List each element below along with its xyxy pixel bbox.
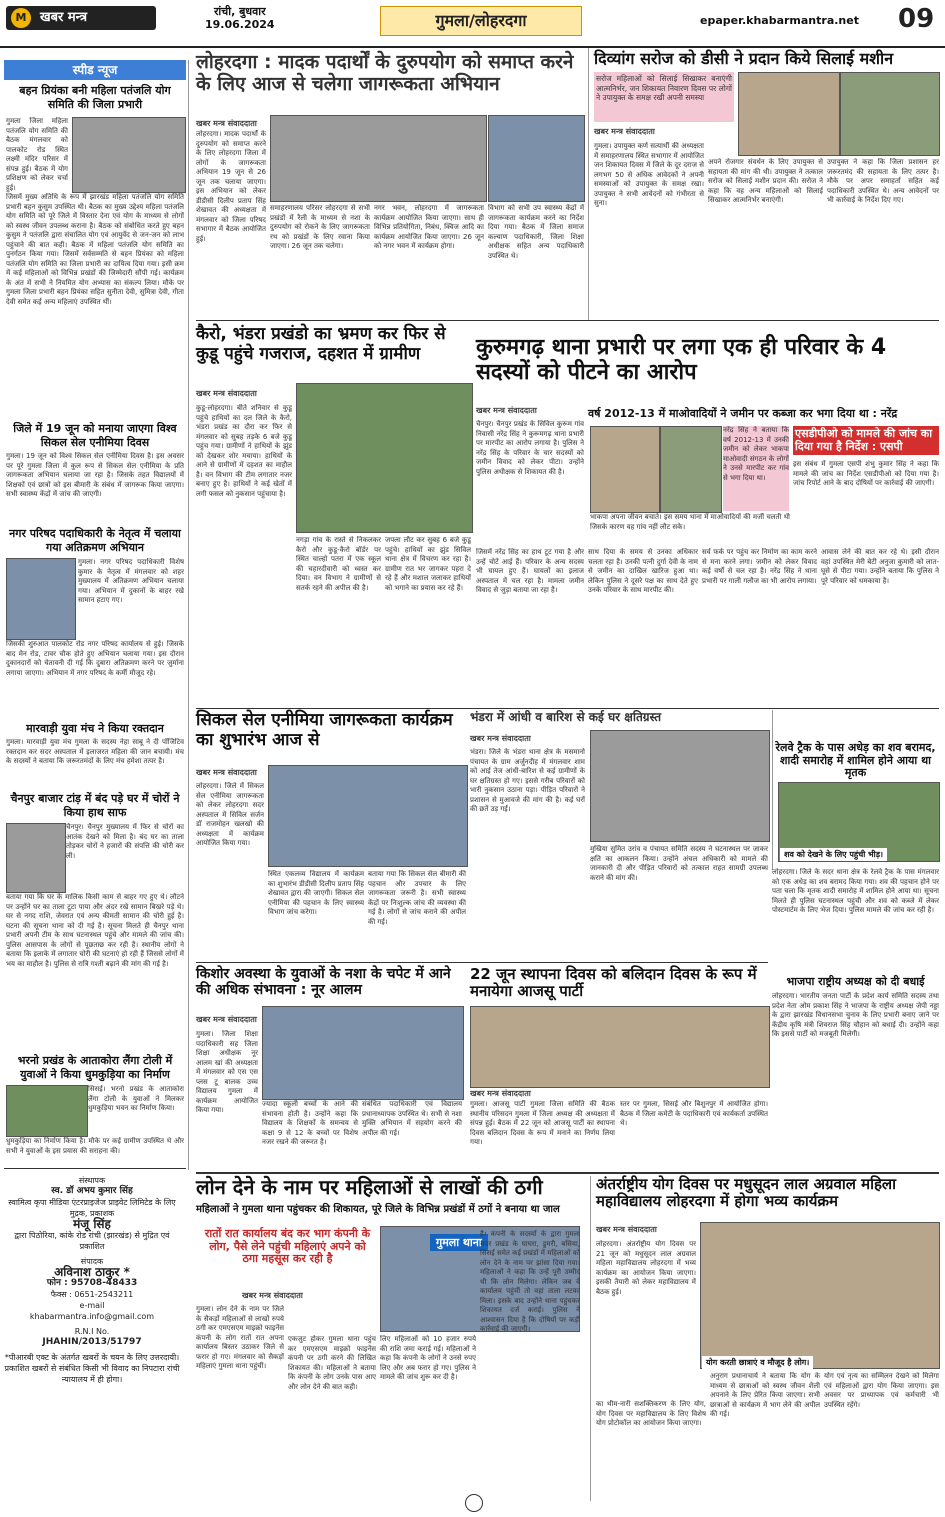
publisher-label: मुद्रक, प्रकाशक bbox=[69, 1209, 115, 1218]
article-body: साथ दिया के समय से उनका अधिकार चलता रहा है। उनकी पत्नी दुर्गा देवी के नाम से जमीन का दाखिल खारिज हुआ था। लेकिन पुलिस ने दूसरे पक्ष का साथ देते हुए उनके परिवार के साथ मारपीट की। bbox=[588, 548, 698, 594]
story-headline: लोन देने के नाम पर महिलाओं से लाखों की ठगी bbox=[196, 1175, 543, 1199]
article-body: गुमला। 19 जून को विश्व सिकल सेल एनीमिया दिवस है। इस अवसर पर पूरे गुमला जिला में कुल रूप से सिकल सेल एनीमिया के प्रति जागरूकता अभियान चलाया जा रहा है। जिसके तहत विद्यालयों में शिक्षकों एवं छात्रों को इस बीमारी के संबंध में जागरूक किया जाएगा। सभी स्वास्थ्य केंद्रों में जांच की जाएगी। bbox=[6, 452, 184, 498]
story-byline: खबर मन्त्र संवाददाता bbox=[196, 389, 257, 398]
story-photo bbox=[6, 558, 76, 640]
article-body: लोहरदगा। भारतीय जनता पार्टी के प्रदेश कार्य समिति सदस्य तथा प्रदेश नेता ओम प्रकाश सिंह ने भाजपा के राष्ट्रीय अध्यक्ष जेपी नड्डा के द्वारा झारखंड विधानसभा चुनाव के लिए प्रभारी बनाए जाने पर केंद्रीय कृषि मंत्री शिवराज सिंह चौहान को बधाई दी। उन्होंने कहा कि इससे पार्टी को मजबूती मिलेगी। bbox=[772, 992, 939, 1038]
story-photo bbox=[590, 730, 770, 842]
article-body: लिए महिलाओं को 10 हजार रुपये की राशि जमा कराई गई। महिलाओं ने कहा कि कंपनी के लोगों ने उनसे रुपए लिए और अब फरार हो गए। पुलिस ने मामले की जांच शुरू कर दी है। bbox=[380, 1335, 476, 1381]
editor-label: संपादक bbox=[80, 1257, 104, 1266]
website-link[interactable]: epaper.khabarmantra.net bbox=[700, 14, 859, 27]
left-headline-4: मारवाड़ी युवा मंच ने किया रक्तदान bbox=[26, 722, 164, 735]
article-body: गुमला। जिला शिक्षा पदाधिकारी सह जिला शिक्षा अधीक्षक नूर आलम खां की अध्यक्षता में मंगलवार को एस एस प्लस टू बालक उच्च विद्यालय गुमला में कार्यक्रम आयोजित किया गया। bbox=[196, 1030, 258, 1114]
column-divider bbox=[772, 710, 773, 870]
phone-number: फोन : 95708-48433 bbox=[46, 1278, 138, 1288]
story-headline: अंतर्राष्ट्रीय योग दिवस पर मधुसूदन लाल अग्रवाल महिला महाविद्यालय लोहरदगा में होगा भव्य कार्यक्रम bbox=[596, 1175, 896, 1211]
article-body: मुखिया सुमित उरांव व पंचायत समिति सदस्य ने घटनास्थल पर जाकर क्षति का आकलन किया। उन्होंने अंचल अधिकारी को मामले की जानकारी दी और पीड़ित परिवारों को तत्काल राहत सामग्री उपलब्ध कराने की मांग की। bbox=[590, 845, 768, 882]
story-byline: खबर मन्त्र संवाददाता bbox=[470, 734, 531, 743]
article-body: बताया गया कि घर के मालिक किसी काम से बाहर गए हुए थे। लौटने पर उन्होंने घर का ताला टूटा पाया और अंदर रखे सामान बिखरे पड़े थे। घर से नगद राशि, जेवरात एवं अन्य कीमती सामान की चोरी हुई है। घटना की सूचना थाना को दी गई है। सूचना मिलते ही चैनपुर थाना प्रभारी अपनी टीम के साथ घटनास्थल पहुंचे और मामले की जांच की। पुलिस आसपास के लोगों से पूछताछ कर रही है। स्थानीय लोगों ने बताया कि इलाके में लगातार चोरी की घटनाएं हो रही हैं जिससे लोगों में भय का माहौल है। पुलिस से रात्रि गश्ती बढ़ाने की मांग की गई है। bbox=[6, 893, 184, 968]
left-headline-6: भरनो प्रखंड के आताकोरा लैंगा टोली में युवाओं ने किया धुमकुड़िया का निर्माण bbox=[17, 1054, 173, 1081]
story-photo bbox=[270, 115, 487, 202]
dateline bbox=[205, 5, 275, 31]
article-body: नगर भवन, लोहरदगा में जागरूकता कार्यक्रम आयोजित किया जाएगा। साथ ही विभिन्न प्रतियोगिता, निबंध, क्विज आदि का कार्यक्रम आयोजित किया जाएगा। 26 जून को नगर भवन में कार्यक्रम होगा। bbox=[374, 204, 484, 250]
article-body: लोहरदगा। अंतर्राष्ट्रीय योग दिवस पर 21 जून को मधुसूदन लाल अग्रवाल महिला महाविद्यालय लोहरदगा में भव्य कार्यक्रम का आयोजन किया जाएगा। इसकी तैयारी को लेकर महाविद्यालय में बैठक हुई। bbox=[596, 1240, 696, 1296]
story-headline: रेलवे ट्रैक के पास अधेड़ का शव बरामद, शादी समारोह में शामिल होने आया था मृतक bbox=[775, 741, 936, 780]
story-headline: किशोर अवस्था के युवाओं के नशा के चपेट में आने की अधिक संभावना : नूर आलम bbox=[196, 966, 451, 999]
article-body: लोहरदगा। जिले में सिकल सेल एनीमिया जागरूकता को लेकर लोहरदगा सदर अस्पताल में सिविल सर्जन डॉ राजमोहन खलखो की अध्यक्षता में कार्यक्रम आयोजित किया गया। bbox=[196, 782, 264, 847]
legal-note: *पीआरबी एक्ट के अंतर्गत खबरों के चयन के लिए उत्तरदायी। प्रकाशित खबरों से संबंधित किसी भी विवाद का निपटारा रांची न्यायालय में ही होगा। bbox=[4, 1353, 180, 1384]
article-body: इस संबंध में गुमला एसपी शंभु कुमार सिंह ने कहा कि मामले की जांच का निर्देश एसडीपीओ को दिया गया है। जांच रिपोर्ट आने के बाद दोषियों पर कार्रवाई की जाएगी। bbox=[793, 460, 939, 487]
editorial-box bbox=[4, 1175, 180, 1505]
article-body: चैनपुर। चैनपुर मुख्यालय में फिर से चोरों का आतंक देखने को मिला है। बंद घर का ताला तोड़कर चोरों ने हजारों की संपत्ति की चोरी कर ली। bbox=[66, 823, 184, 860]
article-body: धुमकुड़िया का निर्माण किया है। मौके पर कई ग्रामीण उपस्थित थे और सभी ने युवाओं के इस प्रयास की सराहना की। bbox=[6, 1137, 184, 1155]
article-body: विभाग को सभी उप स्वास्थ्य केंद्रों में जागरूकता कार्यक्रम करने का निर्देश दिया गया। बैठक में जिला समाज कल्याण पदाधिकारी, जिला शिक्षा अधीक्षक सहित अन्य पदाधिकारी उपस्थित थे। bbox=[488, 204, 584, 260]
divider bbox=[4, 1168, 186, 1169]
masthead bbox=[0, 0, 945, 48]
story-photo bbox=[470, 1006, 770, 1088]
editor-name: अविनाश ठाकुर * bbox=[54, 1265, 130, 1279]
story-photo bbox=[6, 1085, 88, 1137]
publisher-address: द्वारा पिठोरिया, कांके रोड रांची (झारखंड) से मुद्रित एवं प्रकाशित bbox=[14, 1231, 170, 1251]
story-photo bbox=[660, 426, 722, 513]
article-body: अनुराग प्रधानाचार्य ने बताया कि योग के माध्यम से छात्राओं को स्वस्थ जीवन शैली अपनाने के लिए प्रेरित किया जाएगा। सभी छात्राओं से कार्यक्रम में भाग लेने की अपील की गई। bbox=[710, 1372, 820, 1418]
article-body: कुडू-लोहरदगा। बीते शनिवार से कुडू पहुंचे हाथियों का दल जिले के कैरो, भंडरा प्रखंड का दौरा कर फिर से मंगलवार को सुबह तड़के 6 बजे कुडू पहुंच गया। ग्रामीणों ने हाथियों के झुंड को देखकर शोर मचाया। हाथियों के आने से ग्रामीणों में दहशत का माहौल है। वन विभाग की टीम लगातार नजर बनाए हुए है। हाथियों ने कई खेतों में लगी फसल को नुकसान पहुंचाया है। bbox=[196, 404, 292, 498]
photo-caption: योग करती छात्राएं व मौजूद है लोग। bbox=[702, 1356, 813, 1369]
city-day: रांची, बुधवार bbox=[213, 5, 266, 18]
divider bbox=[196, 708, 939, 709]
story-byline: खबर मन्त्र संवाददाता bbox=[196, 768, 257, 777]
divider bbox=[196, 1172, 939, 1174]
story-headline: 22 जून स्थापना दिवस को बलिदान दिवस के रूप में मनायेगा आजसू पार्टी bbox=[470, 965, 757, 1001]
logo-mark-icon: M bbox=[11, 8, 31, 28]
article-body: बताया गया कि सिकल सेल बीमारी की पहचान और उपचार के लिए जागरूकता जरूरी है। सभी स्वास्थ्य केंद्रों पर निःशुल्क जांच की व्यवस्था की गई है। लोगों से जांच कराने की अपील की गई। bbox=[368, 870, 466, 926]
speed-news-label: स्पीड न्यूज bbox=[4, 60, 186, 80]
article-body: स्थित एकलव्य विद्यालय में कार्यक्रम का शुभारंभ डीडीसी दिलीप प्रताप सिंह शेखावत द्वारा की जाएगी। सिकल सेल एनीमिया की पहचान के लिए स्वास्थ्य विभाग जांच करेगा। bbox=[268, 870, 364, 916]
divider bbox=[196, 320, 939, 321]
article-body: सिसई। भरनो प्रखंड के आताकोरा लैंगा टोली के युवाओं ने मिलकर धुमकुड़िया भवन का निर्माण किया। bbox=[88, 1085, 184, 1112]
registration-mark-icon bbox=[465, 1494, 483, 1512]
left-headline-3: नगर परिषद पदाधिकारी के नेतृत्व में चलाया गया अतिक्रमण अभियान bbox=[9, 527, 181, 554]
column-divider bbox=[590, 1176, 591, 1501]
story-headline: कुरुमगढ़ थाना प्रभारी पर लगा एक ही परिवार के 4 सदस्यों को पीटने का आरोप bbox=[476, 335, 887, 386]
article-body: भंडरा। जिले के भंडरा थाना क्षेत्र के मसमानो पंचायत के ग्राम अर्जुनदीह में मंगलवार शाम को आई तेज आंधी-बारिश से कई ग्रामीणों के घर क्षतिग्रस्त हो गए। इससे गरीब परिवारों को भारी नुकसान उठाना पड़ा। पीड़ित परिवारों ने प्रशासन से मुआवजे की मांग की है। कई घरों की छतें उड़ गईं। bbox=[470, 748, 585, 813]
story-headline: कैरो, भंडरा प्रखंडो का भ्रमण कर फिर से कुडू पहुंचे गजराज, दहशत में ग्रामीण bbox=[196, 324, 446, 364]
article-body: चैनपुर। चैनपुर प्रखंड के सिविल कुरूम गांव निवासी नरेंद्र सिंह ने कुरूमगढ़ थाना प्रभारी पर मारपीट का आरोप लगाया है। पुलिस ने नरेंद्र सिंह के परिवार के चार सदस्यों को जमीन विवाद को लेकर पीटा। उन्होंने पुलिस अधीक्षक से शिकायत की है। bbox=[476, 420, 584, 476]
story-deck: महिलाओं ने गुमला थाना पहुंचकर की शिकायत, पूरे जिले के विभिन्न प्रखंडों में ठगों ने बनाया था जाल bbox=[196, 1204, 560, 1215]
story-byline: खबर मन्त्र संवाददाता bbox=[470, 1089, 531, 1098]
article-body: का थीम-नारी सशक्तिकरण के लिए योग, योग दिवस पर महाविद्यालय के लिए विशेष योग प्रोटोकॉल का आयोजन किया जाएगा। bbox=[596, 1400, 706, 1427]
article-body: जिसमें नरेंद्र सिंह का हाथ टूट गया है और उन्हें चोटें आई हैं। परिवार के अन्य सदस्य भी घायल हुए हैं। घायलों का इलाज अस्पताल में चल रहा है। मामला जमीन विवाद से जुड़ा बताया जा रहा है। bbox=[476, 548, 584, 594]
article-body: है। कंपनी के सदस्यों के द्वारा गुमला सदर प्रखंड के घाघरा, डुमरी, बसिया, सिसई समेत कई प्रखंडों में महिलाओं को लोन देने के नाम पर झांसा दिया गया। महिलाओं ने कहा कि उन्हें पूरी उम्मीद थी कि लोन मिलेगा। लेकिन जब वे कार्यालय पहुंचीं तो वहां ताला लटका मिला। इसके बाद उन्होंने थाना पहुंचकर शिकायत दर्ज कराई। पुलिस ने आश्वासन दिया है कि दोषियों पर कड़ी कार्रवाई की जाएगी। bbox=[480, 1230, 580, 1333]
photo-caption: शव को देखने के लिए पहुंची भीड़। bbox=[780, 848, 887, 861]
story-photo bbox=[738, 72, 840, 156]
article-body: नरेंद्र सिंह ने बताया कि वर्ष 2012-13 में उनकी जमीन को लेकर भाकपा माओवादी संगठन के लोगों ने उनसे मारपीट कर गांव से भगा दिया था। bbox=[723, 426, 789, 511]
article-body: जिसकी शुरुआत पालकोट रोड नगर परिषद कार्यालय से हुई। जिसके बाद मेन रोड, टावर चौक होते हुए अभियान चलाया गया। इस दौरान दुकानदारों को चेतावनी दी गई कि दुबारा अतिक्रमण करने पर जुर्माना लगाया जाएगा। अभियान में नगर परिषद के कर्मी मौजूद रहे। bbox=[6, 640, 184, 677]
article-body: गुमला। उपायुक्त कर्ण सत्यार्थी की अध्यक्षता में समाहरणालय स्थित सभागार में आयोजित जन शिकायत दिवस में जिले के दूर दराज से लगभग 50 से अधिक आवेदकों ने अपनी समस्याओं को उपायुक्त के समक्ष रखा। उपायुक्त ने सभी आवेदनों को गंभीरता से सुना। bbox=[594, 142, 704, 207]
publisher-name: मंजू सिंह bbox=[73, 1217, 111, 1231]
article-body: उपायुक्त ने कहा कि जिला प्रशासन हर जरूरतमंद की सहायता के लिए तत्पर है। मौके पर अपर समाहर्ता सहित कई पदाधिकारी उपस्थित थे। अन्य आवेदनों पर भी कार्रवाई के निर्देश दिए गए। bbox=[827, 158, 939, 204]
article-body: एकजुट होकर गुमला थाना पहुंच कर एमएसएम माइक्रो फाइनेंस कंपनी पर ठगी करने की लिखित शिकायत की। महिलाओं ने बताया कि कंपनी के लोग उनके पास आए और लोन देने की बात कही। bbox=[288, 1335, 376, 1391]
story-headline: दिव्यांग सरोज को डीसी ने प्रदान किये सिलाई मशीन bbox=[594, 49, 894, 68]
article-body: गुमला। आजसू पार्टी गुमला जिला समिति की बैठक स्थानीय परिसदन गुमला में जिला अध्यक्ष की अध्यक्षता में संपन्न हुई। बैठक में 22 जून को आजसू पार्टी का स्थापना दिवस बलिदान दिवस के रूप में मनाने का निर्णय लिया गया। bbox=[470, 1100, 615, 1146]
article-body: गुमला। मारवाड़ी युवा मंच गुमला के सदस्य नेहा साबू ने दी पॉजिटिव रक्तदान कर सदर अस्पताल में इलाजरत महिला की जान बचायी। मंच के सदस्यों ने बताया कि जरूरतमंदों के लिए मंच हमेशा तत्पर है। bbox=[6, 738, 184, 765]
story-photo bbox=[72, 117, 186, 193]
photo-sign: गुमला थाना bbox=[430, 1234, 488, 1251]
article-body: स्तर पर गुमला, सिसई और बिशुनपुर में आयोजित होगा। बैठक में जिला कमेटी के पदाधिकारी एवं कार्यकर्ता उपस्थित थे। bbox=[620, 1100, 768, 1127]
left-headline-1: बहन प्रियंका बनी महिला पतंजलि योग समिति की जिला प्रभारी bbox=[19, 84, 171, 111]
article-body: गुमला जिला महिला पतंजलि योग समिति की बैठक मंगलवार को पालकोट रोड स्थित लक्ष्मी मंदिर परिसर में संपन्न हुई। बैठक में योग प्रशिक्षण को लेकर चर्चा हुई। bbox=[6, 117, 68, 192]
newspaper-logo bbox=[6, 6, 156, 30]
story-intro: सरोज महिलाओं को सिलाई सिखाकर बनाएंगी आत्मनिर्भर, जन शिकायत निवारण दिवस पर लोगों ने उपायुक्त के समक्ष रखी अपनी समस्या bbox=[594, 72, 734, 122]
founder-label: संस्थापक bbox=[78, 1176, 106, 1185]
page-number: 09 bbox=[898, 4, 935, 34]
article-body: लोहरदगा। मादक पदार्थों के दुरुपयोग को समाप्त करने के लिए लोहरदगा जिला में लोगों के जागरूकता अभियान 19 जून से 26 जून तक चलाया जाएगा। इस अभियान को लेकर डीडीसी दिलीप प्रताप सिंह शेखावत की अध्यक्षता में मंगलवार को जिला परिषद सभागार में बैठक आयोजित हुई। bbox=[196, 130, 266, 243]
article-body: जपला लौट कर सुबह 6 बजे कुडू पहुंचे। हाथियों का झुंड सिविल थाना क्षेत्र में विचरण कर रहा है। ग्रामीण रात भर जागकर पहरा दे रहे हैं और मशाल जलाकर हाथियों को भगाने का प्रयास कर रहे हैं। bbox=[385, 536, 471, 592]
pull-quote: रातों रात कार्यालय बंद कर भाग कंपनी के लोग, पैसे लेने पहुंची महिलाएं अपने को ठगा महसूस कर रही है bbox=[204, 1227, 371, 1266]
story-byline: खबर मन्त्र संवाददाता bbox=[196, 1015, 257, 1024]
story-headline: भंडरा में आंधी व बारिश से कई घर क्षतिग्रस्त bbox=[470, 710, 662, 724]
email-label: e-mail bbox=[79, 1301, 105, 1310]
article-body: भाकपा अपना जीवन बचाते। इस समय थाना में माओवादियों की मर्जी चलती थी जिसके कारण वह गांव नहीं लौट सके। bbox=[590, 513, 790, 531]
rni-label: R.N.I No. bbox=[74, 1327, 110, 1336]
email-address[interactable]: khabarmantra.info@gmail.com bbox=[29, 1312, 155, 1321]
section-title: गुमला/लोहरदगा bbox=[380, 6, 582, 36]
article-body: योग एवं नृत्य का सम्मिलन देखने को मिलेगा एवं महिलाओं द्वारा योग किया जाएगा। इस अवसर पर प्राध्यापक एवं कर्मचारी भी उपस्थित रहेंगे। bbox=[824, 1372, 939, 1409]
story-photo bbox=[268, 765, 468, 867]
rni-number: JHAHIN/2013/51797 bbox=[42, 1337, 142, 1347]
column-divider bbox=[588, 48, 589, 320]
founder-name: स्व. डॉ अभय कुमार सिंह bbox=[51, 1186, 133, 1196]
story-photo bbox=[700, 1222, 940, 1369]
story-subhead: वर्ष 2012-13 में माओवादियों ने जमीन पर कब्जा कर भगा दिया था : नरेंद्र bbox=[588, 407, 898, 420]
story-byline: खबर मन्त्र संवाददाता bbox=[596, 1225, 657, 1234]
story-photo bbox=[488, 115, 585, 202]
article-body: गुमला। लोन देने के नाम पर जिले के सैकड़ों महिलाओं से लाखों रुपये ठगी कर एमएसएम माइक्रो फाइनेंस कंपनी के लोग रातों रात अपना कार्यालय बिस्तर उठाकर जिले से फरार हो गए। मंगलवार को सैकड़ों महिलाएं गुमला थाना पहुंचीं। bbox=[196, 1305, 284, 1370]
story-byline: खबर मन्त्र संवाददाता bbox=[476, 406, 537, 415]
story-subhead-box: एसडीपीओ को मामले की जांच का दिया गया है निर्देश : एसपी bbox=[793, 426, 939, 455]
story-headline: लोहरदगा : मादक पदार्थों के दुरुपयोग को समाप्त करने के लिए आज से चलेगा जागरूकता अभियान bbox=[196, 51, 574, 95]
story-headline: सिकल सेल एनीमिया जागरूकता कार्यक्रम का शुभारंभ आज से bbox=[196, 710, 453, 750]
story-byline: खबर मन्त्र संवाददाता bbox=[242, 1291, 303, 1300]
divider bbox=[196, 962, 768, 963]
left-headline-5: चैनपुर बाजार टांड़ में बंद पड़े घर में चोरों ने किया हाथ साफ bbox=[10, 792, 180, 819]
story-photo bbox=[590, 426, 660, 513]
issue-date: 19.06.2024 bbox=[205, 18, 275, 31]
article-body: जिसमें मुख्य अतिथि के रूप में झारखंड महिला पतंजलि योग समिति प्रभारी बहन कुसुम उपस्थित थी। बैठक का मुख्य उद्देश्य महिला पतंजलि योग समिति को पूरे जिले में विस्तार देना एवं योग के माध्यम से लोगों को स्वस्थ जीवन उपलब्ध कराना है। बैठक को संबोधित करते हुए बहन कुसुम ने पतंजलि द्वारा संचालित योग एवं आयुर्वेद से जन-जन को लाभ पहुंचाने की बात कही। बैठक में महिला पतंजलि योग समिति का पुनर्गठन किया गया। जिसमें सर्वसम्मति से बहन प्रियंका को महिला पतंजलि योग समिति का जिला प्रभारी का दायित्व दिया गया। इसी क्रम में कई महिलाओं को विभिन्न प्रखंडों की जिम्मेदारी सौंपी गई। कार्यक्रम के अंत में सभी ने नियमित योग अभ्यास का संकल्प लिया। मौके पर गुमला जिला प्रभारी बहन प्रियंका सहित सुनीता देवी, सुमित्रा देवी, गीता देवी समेत कई अन्य महिलाएं उपस्थित थीं। bbox=[6, 193, 184, 306]
story-photo bbox=[262, 1006, 464, 1100]
story-photo bbox=[296, 383, 473, 533]
article-body: सर्व फर्क पर पहुंच कर निर्माण का काम करने से मना करने लगा। जमीन को लेकर विवाद कई वर्षों से चल रहा है। नरेंद्र सिंह ने थाना प्रभारी पर गाली गलौज का भी आरोप लगाया। bbox=[702, 548, 817, 585]
story-headline: भाजपा राष्ट्रीय अध्यक्ष को दी बधाई bbox=[786, 975, 925, 988]
logo-text: खबर मन्त्र bbox=[40, 10, 88, 25]
story-photo bbox=[840, 72, 940, 156]
story-byline: खबर मन्त्र संवाददाता bbox=[196, 119, 257, 128]
column-divider bbox=[188, 60, 189, 1170]
article-body: लोहरदगा। जिले के सदर थाना क्षेत्र के रेलवे ट्रैक के पास मंगलवार को एक अधेड़ का शव बरामद किया गया। शव की पहचान होने पर पता चला कि मृतक शादी समारोह में शामिल होने आया था। सूचना मिलते ही पुलिस घटनास्थल पहुंची और शव को कब्जे में लेकर पोस्टमार्टम के लिए भेज दिया। पुलिस मामले की जांच कर रही है। bbox=[772, 868, 939, 914]
article-body: अपने रोजगार संवर्धन के लिए उपायुक्त से सहायता की मांग की थी। उपायुक्त ने तत्काल सरोज को सिलाई मशीन प्रदान की। सरोज ने कहा कि वह अन्य महिलाओं को सिलाई सिखाकर आत्मनिर्भर बनाएंगी। bbox=[708, 158, 823, 204]
article-body: गुमला। नगर परिषद पदाधिकारी विशेष कुमार के नेतृत्व में मंगलवार को शहर मुख्यालय में अतिक्रमण अभियान चलाया गया। अभियान में दुकानों के बाहर रखे सामान हटाए गए। bbox=[78, 558, 184, 604]
article-body: संबंधित पदाधिकारी एवं विद्यालय प्रधानाध्यापक उपस्थित थे। सभी से नशा मुक्ति अभियान में सहयोग करने की अपील की गई। bbox=[362, 1100, 462, 1137]
story-photo bbox=[6, 823, 66, 893]
article-body: समाहरणालय परिसर लोहरदगा से सभी प्रखंडों में रैली के माध्यम से नशा के दुरुपयोग को रोकने के लिए जागरूकता रथ को प्रखंडों के लिए रवाना किया जाएगा। 26 जून तक चलेगा। bbox=[270, 204, 370, 250]
article-body: नगड़ा गांव के रास्ते से निकलकर कैरो और कुडू-कैरो बॉर्डर पर स्थित चाल्हो पतरा में एक स्कूल की चहारदीवारी को ध्वस्त कर दिया। वन विभाग ने ग्रामीणों से सतर्क रहने की अपील की है। bbox=[296, 536, 381, 592]
article-body: ज्यादा स्कूली बच्चों के आने की संभावना होती है। उन्होंने कहा कि विद्यालय के शिक्षकों के समन्वय से कक्षा 9 से 12 के बच्चों पर विशेष नजर रखने की जरूरत है। bbox=[262, 1100, 358, 1146]
fax-number: फैक्स : 0651-2543211 bbox=[50, 1290, 134, 1299]
article-body: आवास लेने की बात कर रहे थे। इसी दौरान वहां उपस्थित मेरी बेटी अनुजा कुमारी को लात-घूसे से पीटा गया। उन्होंने बताया कि पुलिस ने पूरे परिवार को धमकाया है। bbox=[821, 548, 939, 585]
story-byline: खबर मन्त्र संवाददाता bbox=[594, 127, 655, 136]
owner-line: स्वामित्व कृपा मीडिया एंटरप्राइजेज प्राइवेट लिमिटेड के लिए bbox=[8, 1198, 176, 1207]
left-headline-2: जिले में 19 जून को मनाया जाएगा विश्व सिकल सेल एनीमिया दिवस bbox=[13, 422, 177, 449]
